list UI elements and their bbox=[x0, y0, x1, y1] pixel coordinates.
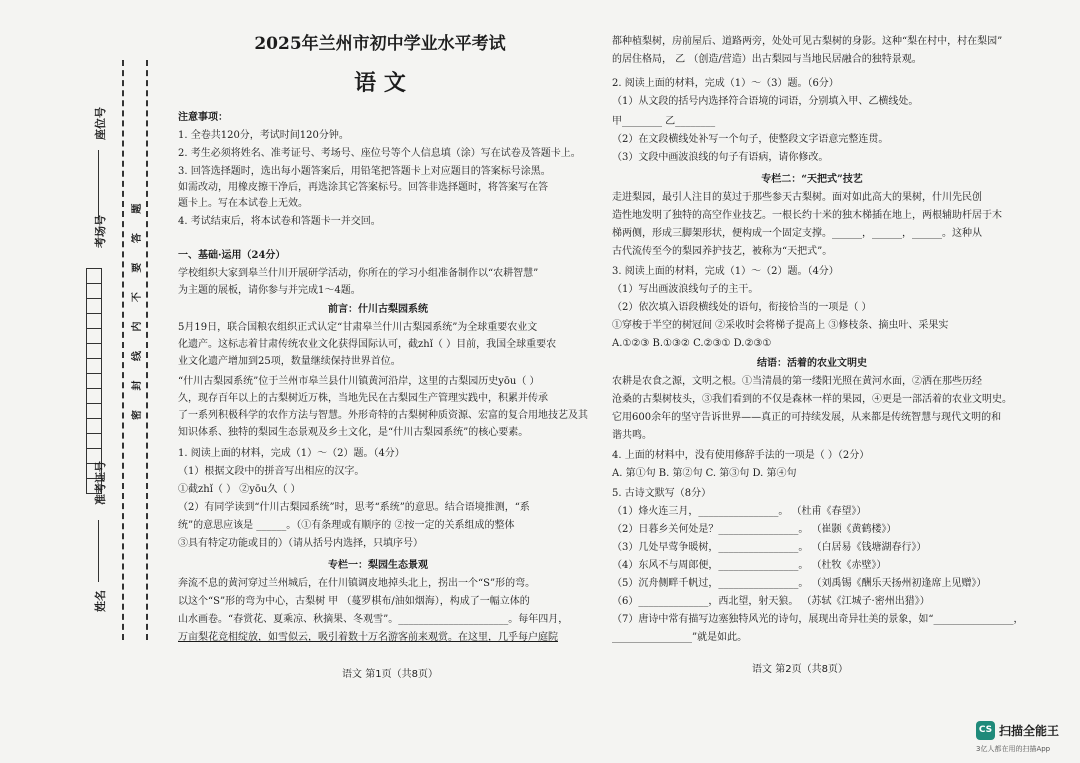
preface-line: “什川古梨园系统”位于兰州市皋兰县什川镇黄河沿岸，这里的古梨园历史yōu（ ） bbox=[178, 376, 540, 387]
question3-line: ①穿梭于半空的树冠间 ②采收时会将梯子提高上 ③修枝条、摘虫叶、采果实 bbox=[612, 320, 949, 331]
question2-line: （1）从文段的括号内选择符合语境的词语，分别填入甲、乙横线处。 bbox=[612, 96, 919, 107]
notice-line: 2. 考生必须将姓名、准考证号、考场号、座位号等个人信息填（涂）写在试卷及答题卡上。 bbox=[178, 148, 581, 159]
binding-dashed-line-outer bbox=[122, 60, 124, 640]
name-label: 姓名 bbox=[94, 590, 107, 612]
question4-line: 4. 上面的材料中，没有使用修辞手法的一项是（ ）（2分） bbox=[612, 450, 870, 461]
conclusion-line: 农耕是农食之源，文明之根。①当清晨的第一缕阳光照在黄河水面，②洒在那些历经 bbox=[612, 376, 982, 387]
question5-line: （5）沉舟侧畔千帆过，________________。 （刘禹锡《酬乐天扬州初逢席上见赠》） bbox=[612, 578, 987, 589]
section1-heading: 一、基础·运用（24分） bbox=[178, 250, 286, 261]
question5-line: （2）日暮乡关何处是？________________。 （崔颢《黄鹤楼》） bbox=[612, 524, 897, 535]
question2-line: （3）文段中画波浪线的句子有语病，请你修改。 bbox=[612, 152, 829, 163]
question5-line: （4）东风不与周郎便，________________。 （杜牧《赤壁》） bbox=[612, 560, 887, 571]
question3-line: （2）依次填入语段横线处的语句，衔接恰当的一项是（ ） bbox=[612, 302, 872, 313]
intro-line: 为主题的展板，请你参与并完成1～4题。 bbox=[178, 285, 361, 296]
question2-line: 甲________ 乙________ bbox=[612, 116, 716, 127]
notice-line: 4. 考试结束后，将本试卷和答题卡一并交回。 bbox=[178, 216, 381, 227]
preface-line: 5月19日，联合国粮农组织正式认定“甘肃皋兰什川古梨园系统”为全球重要农业文 bbox=[178, 322, 538, 333]
preface-line: 久，现存百年以上的古梨树近万株，当地先民在古梨园生产管理实践中，积累并传承 bbox=[178, 393, 548, 404]
question5-line: ________________”就是如此。 bbox=[612, 632, 748, 643]
seal-warning: 密 封 线 内 不 要 答 题 bbox=[132, 195, 143, 420]
notice-heading: 注意事项： bbox=[178, 112, 228, 123]
question3-line: A.①②③ B.①③② C.②③① D.②③① bbox=[612, 338, 772, 349]
question2-line: 2. 阅读上面的材料，完成（1）～（3）题。（6分） bbox=[612, 78, 839, 89]
notice-line: 1. 全卷共120分，考试时间120分钟。 bbox=[178, 130, 349, 141]
column2-heading: 专栏二：“天把式”技艺 bbox=[761, 174, 863, 185]
question1-line: （2）有同学读到“什川古梨园系统”时，思考“系统”的意思。结合语境推测，“系 bbox=[178, 502, 530, 513]
question2-line: （2）在文段横线处补写一个句子，使整段文字语意完整连贯。 bbox=[612, 134, 889, 145]
conclusion-heading: 结语：活着的农业文明史 bbox=[757, 358, 867, 369]
preface-heading: 前言：什川古梨园系统 bbox=[328, 304, 428, 315]
conclusion-line: 沧桑的古梨树枝头，③我们看到的不仅是森林一样的果园，④更是一部活着的农业文明史。 bbox=[612, 394, 1012, 405]
page2-top-line: 都种植梨树，房前屋后、道路两旁，处处可见古梨树的身影。这种“梨在村中，村在梨园” bbox=[612, 36, 1003, 47]
column2-line: 造性地发明了独特的高空作业技艺。一根长约十米的独木梯插在地上，两根辅助杆居于木 bbox=[612, 210, 1002, 221]
name-blank bbox=[98, 520, 99, 582]
question3-line: 3. 阅读上面的材料，完成（1）～（2）题。（4分） bbox=[612, 266, 839, 277]
exam-title: 2025年兰州市初中学业水平考试 bbox=[254, 34, 506, 54]
question5-line: （7）唐诗中常有描写边塞独特风光的诗句，展现出奇异壮美的景象，如“________________， bbox=[612, 614, 1024, 625]
preface-line: 知识体系、独特的梨园生态景观及乡土文化，是“什川古梨园系统”的核心要素。 bbox=[178, 427, 529, 438]
conclusion-line: 它用600余年的坚守告诉世界——真正的可持续发展，从来都是传统智慧与现代文明的和 bbox=[612, 412, 1002, 423]
page2-top-line: 的居住格局， 乙 （创造/营造）出古梨园与当地民居融合的独特景观。 bbox=[612, 54, 922, 65]
room-label: 考场号 bbox=[94, 215, 107, 248]
preface-line: 化遗产。这标志着甘肃传统农业文化获得国际认可，截zhǐ（ ）目前，我国全球重要农 bbox=[178, 339, 557, 350]
page1-footer: 语文 第1页（共8页） bbox=[342, 669, 438, 680]
ticket-label: 准考证号 bbox=[94, 461, 107, 505]
preface-line: 业文化遗产增加到25项，数量继续保持世界首位。 bbox=[178, 356, 401, 367]
question4-line: A. 第①句 B. 第②句 C. 第③句 D. 第④句 bbox=[612, 468, 797, 479]
page2-footer: 语文 第2页（共8页） bbox=[752, 664, 848, 675]
seat-blank bbox=[98, 150, 99, 220]
question5-heading: 5. 古诗文默写（8分） bbox=[612, 488, 712, 499]
subject-title: 语 文 bbox=[354, 70, 406, 96]
column1-heading: 专栏一：梨园生态景观 bbox=[328, 560, 428, 571]
ticket-number-boxes[interactable] bbox=[86, 268, 102, 493]
column2-line: 梯两侧，形成三脚架形状，便构成一个固定支撑。______，______，______。这种从 bbox=[612, 228, 982, 239]
column1-line: 奔流不息的黄河穿过兰州城后，在什川镇调皮地掉头北上，拐出一个“S”形的弯。 bbox=[178, 578, 536, 589]
column1-line: 万亩梨花竞相绽放，如雪似云，吸引着数十万名游客前来观赏。在这里，几乎每户庭院 bbox=[178, 632, 558, 643]
question3-line: （1）写出画波浪线句子的主干。 bbox=[612, 284, 759, 295]
question1-line: （1）根据文段中的拼音写出相应的汉字。 bbox=[178, 466, 365, 477]
question5-line: （6）______________，西北望，射天狼。 （苏轼《江城子·密州出猎》） bbox=[612, 596, 930, 607]
question1-line: 1. 阅读上面的材料，完成（1）～（2）题。（4分） bbox=[178, 448, 405, 459]
question1-line: 统”的意思应该是 ______。（①有条理或有顺序的 ②按一定的关系组成的整体 bbox=[178, 520, 515, 531]
question5-line: （3）几处早莺争暖树，________________。 （白居易《钱塘湖春行》） bbox=[612, 542, 927, 553]
conclusion-line: 谐共鸣。 bbox=[612, 430, 652, 441]
column1-line: 山水画卷。“春赏花、夏乘凉、秋摘果、冬观雪”。______________________。每年四月， bbox=[178, 614, 569, 625]
notice-line: 3. 回答选择题时，选出每小题答案后，用铅笔把答题卡上对应题目的答案标号涂黑。 bbox=[178, 166, 551, 177]
preface-line: 了一系列积极科学的农作方法与智慧。外形奇特的古梨树种质资源、宏富的复合用地技艺及其 bbox=[178, 410, 588, 421]
column2-line: 走进梨园，最引人注目的莫过于那些参天古梨树。面对如此高大的果树，什川先民创 bbox=[612, 192, 982, 203]
binding-dashed-line-inner bbox=[146, 60, 148, 640]
watermark-app-name: 扫描全能王 bbox=[999, 724, 1060, 738]
question1-line: ①截zhǐ（ ） ②yōu久（ ） bbox=[178, 484, 301, 495]
camscanner-logo-icon: CS bbox=[976, 721, 995, 740]
intro-line: 学校组织大家到皋兰什川开展研学活动，你所在的学习小组准备制作以“农耕智慧” bbox=[178, 268, 539, 279]
watermark-tagline: 3亿人都在用的扫描App bbox=[976, 745, 1051, 753]
question1-line: ③具有特定功能或目的）（请从括号内选择，只填序号） bbox=[178, 538, 423, 549]
column1-line: 以这个“S”形的弯为中心，古梨树 甲 （蔓罗棋布/油如烟海），构成了一幅立体的 bbox=[178, 596, 530, 607]
notice-line: 题卡上。写在本试卷上无效。 bbox=[178, 198, 308, 209]
question5-line: （1）烽火连三月，________________。 （杜甫《春望》） bbox=[612, 506, 867, 517]
notice-line: 如需改动，用橡皮擦干净后，再选涂其它答案标号。回答非选择题时，将答案写在答 bbox=[178, 182, 548, 193]
column2-line: 古代流传至今的梨园养护技艺，被称为“天把式”。 bbox=[612, 246, 833, 257]
seat-label: 座位号 bbox=[94, 107, 107, 140]
